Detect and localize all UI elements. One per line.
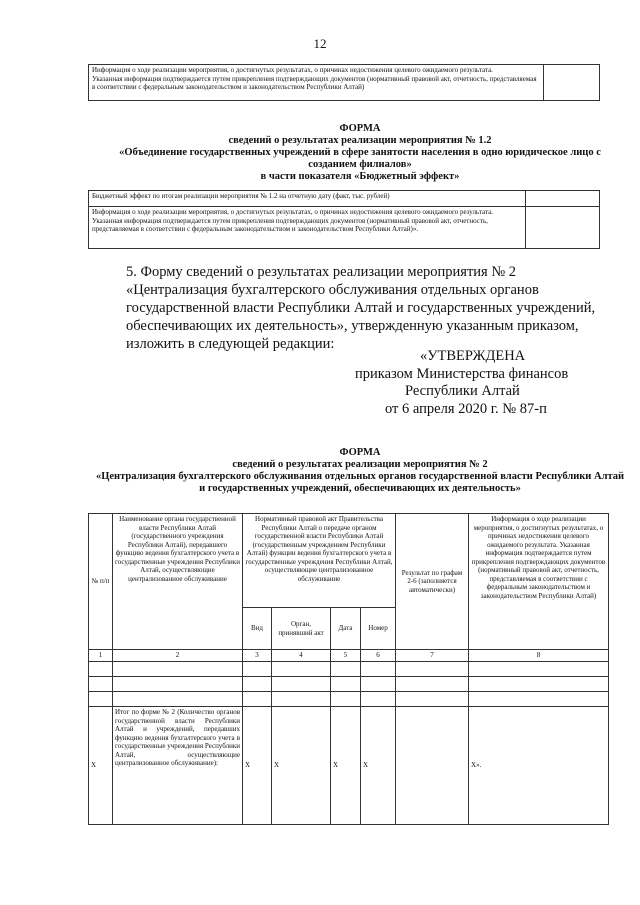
- form-2-title: ФОРМА: [339, 447, 381, 458]
- mid-table-info-cell: [89, 207, 526, 249]
- total-result: [396, 707, 469, 825]
- top-table-value-cell: [544, 65, 600, 101]
- page-number: 12: [313, 36, 327, 51]
- budget-effect-cell: Бюджетный эффект по итогам реализации мероприятия № 1.2 на отчетную дату (факт, тыс. рублей): [89, 191, 526, 207]
- header-organ-prinyavshiy: Орган, принявший акт: [272, 608, 331, 650]
- total-organ: Итог по форме № 2 (Количество органов государственной власти Республики Алтай и учреждений, передавших функцию ведения бухгалтерского учета в государственные учреждения Республики Алтай, осуществляющие централизованное обслуживание):: [113, 707, 243, 825]
- col-number-5: 5: [331, 650, 361, 662]
- form-2-table: [88, 513, 609, 825]
- form-2-line-1: сведений о результатах реализации мероприятия № 2: [232, 459, 488, 470]
- col-number-8: 8: [469, 650, 609, 662]
- total-organ-prinyavshiy: Х: [272, 707, 331, 825]
- mid-table-info-line-1: Информация о ходе реализации мероприятия, о достигнутых результатах, о причинах недостижения целевого ожидаемого результата.: [92, 208, 493, 216]
- mid-table-info-value-cell: [526, 207, 600, 249]
- form-2-heading: [80, 447, 640, 495]
- table-row: [89, 692, 609, 707]
- header-num: № п/п: [89, 514, 113, 650]
- total-info: Х».: [469, 707, 609, 825]
- mid-table-info-line-2: Указанная информация подтверждается путем прикрепления подтверждающих документов (нормативный правовой акт, отчетность, представляемая в соответствии с федеральным законодательством и законодательством Республики Алтай)».: [92, 216, 488, 233]
- col-number-4: 4: [272, 650, 331, 662]
- total-vid: Х: [243, 707, 272, 825]
- header-npa: Нормативный правовой акт Правительства Республики Алтай о передаче органом государственной власти Республики Алтай (государственным учреждением Республики Алтай) функции ведения бухгалтерского учета в государственные учреждения Республики Алтай, осуществляющие централизованное обслуживание: [243, 514, 396, 608]
- top-table-info-line-2: Указанная информация подтверждается путем прикрепления подтверждающих документов (нормативный правовой акт, отчетность, представляемая в соответствии с федеральным законодательством и законодательством Республики Алтай): [92, 74, 537, 91]
- total-data: Х: [331, 707, 361, 825]
- col-number-3: 3: [243, 650, 272, 662]
- form-1-2-line-1: сведений о результатах реализации мероприятия № 1.2: [228, 135, 492, 146]
- form-2-line-2: «Централизация бухгалтерского обслуживания отдельных органов государственной власти Республики Алтай и государственных учреждений, обеспечивающих их деятельность»: [95, 471, 625, 494]
- form-1-2-heading: [80, 123, 640, 183]
- body-paragraph-text: 5. Форму сведений о результатах реализации мероприятия № 2 «Централизация бухгалтерского обслуживания отдельных органов государственной власти Республики Алтай и государственных учреждений, обеспечивающих их деятельность», утвержденную указанным приказом, изложить в следующей редакции:: [126, 264, 596, 352]
- approval-block: [300, 348, 620, 418]
- header-organ: Наименование органа государственной власти Республики Алтай (государственного учреждения Республики Алтай), передавшего функцию ведения бухгалтерского учета в государственные учреждения Республики Алтай, осуществляющие централизованное обслуживание: [113, 514, 243, 650]
- budget-effect-value-cell: [526, 191, 600, 207]
- header-data: Дата: [331, 608, 361, 650]
- column-number-row: [89, 650, 609, 662]
- approval-line-2: приказом Министерства финансов: [355, 365, 569, 382]
- header-vid: Вид: [243, 608, 272, 650]
- total-nomer: Х: [361, 707, 396, 825]
- body-paragraph: [88, 263, 600, 353]
- approval-line-4: от 6 апреля 2020 г. № 87-п: [385, 400, 547, 417]
- form-1-2-title: ФОРМА: [339, 123, 381, 134]
- top-info-table: [88, 64, 600, 101]
- top-table-info-line-1: Информация о ходе реализации мероприятия, о достигнутых результатах, о причинах недостижения целевого ожидаемого результата.: [92, 66, 493, 74]
- header-nomer: Номер: [361, 608, 396, 650]
- total-num: Х: [89, 707, 113, 825]
- header-info: Информация о ходе реализации мероприятия, о достигнутых результатах, о причинах недостижения целевого ожидаемого результата. Указанная информация подтверждается путем прикрепления подтверждающих документов (нормативный правовой акт, отчетность, представляемая в соответствии с федеральным законодательством и законодательством Республики Алтай): [469, 514, 609, 650]
- col-number-2: 2: [113, 650, 243, 662]
- header-result: Результат по графам 2-6 (заполняется автоматически): [396, 514, 469, 650]
- col-number-7: 7: [396, 650, 469, 662]
- form-1-2-line-2: «Объединение государственных учреждений в сфере занятости населения в одно юридическое лицо с созданием филиалов»: [119, 147, 601, 170]
- table-row: [89, 677, 609, 692]
- approval-line-3: Республики Алтай: [405, 383, 520, 399]
- table-row: [89, 662, 609, 677]
- form-1-2-line-3: в части показателя «Бюджетный эффект»: [260, 171, 460, 182]
- top-table-info-cell: [89, 65, 544, 101]
- total-row: [89, 707, 609, 825]
- form-1-2-table: [88, 190, 600, 249]
- approval-line-1: «УТВЕРЖДЕНА: [420, 348, 526, 364]
- col-number-6: 6: [361, 650, 396, 662]
- col-number-1: 1: [89, 650, 113, 662]
